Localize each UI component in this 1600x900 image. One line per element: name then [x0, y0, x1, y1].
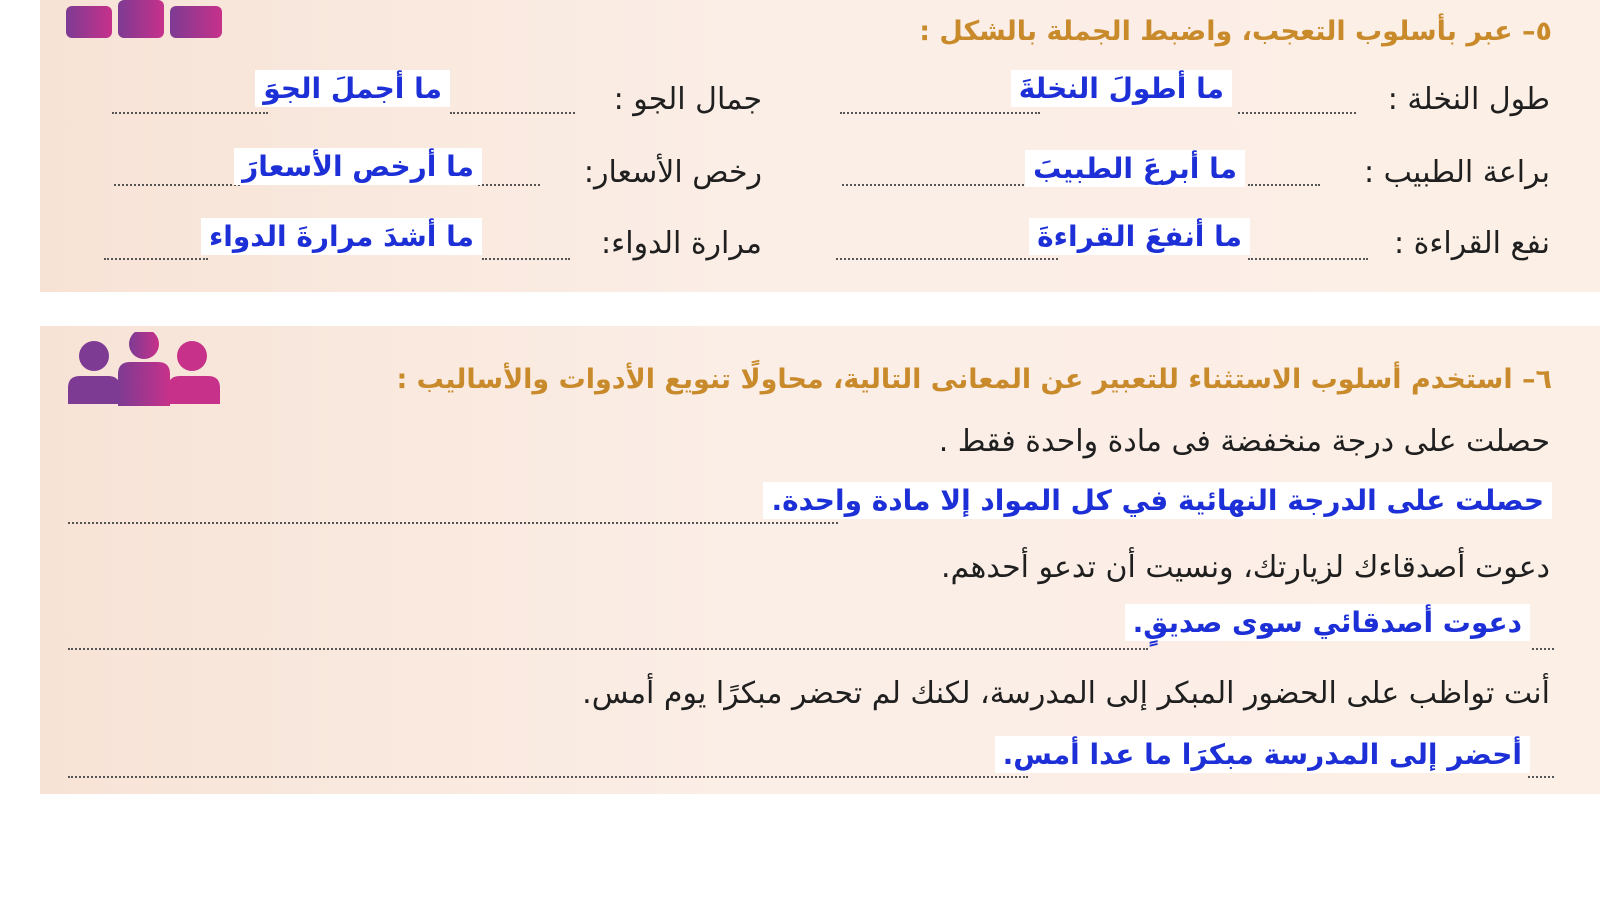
prompt-reading-benefit: نفع القراءة :: [1393, 226, 1550, 261]
answer-line: [112, 112, 268, 114]
answer-line: [68, 776, 1028, 778]
answer-line: [68, 648, 1148, 650]
answer-line: [1532, 648, 1554, 650]
answer-line: [478, 184, 540, 186]
prompt-early-attendance: أنت تواظب على الحضور المبكر إلى المدرسة، لكنك لم تحضر مبكرًا يوم أمس.: [582, 676, 1550, 711]
prompt-weather-beauty: جمال الجو :: [613, 82, 762, 117]
answer-early-attendance: أحضر إلى المدرسة مبكرَا ما عدا أمس.: [995, 736, 1530, 773]
answer-low-grade: حصلت على الدرجة النهائية في كل المواد إلا مادة واحدة.: [763, 482, 1552, 519]
prompt-forgot-friend: دعوت أصدقاءك لزيارتك، ونسيت أن تدعو أحدهم.: [941, 550, 1550, 585]
prompt-palm-height: طول النخلة :: [1387, 82, 1550, 117]
answer-weather-beauty: ما أجملَ الجوَ: [255, 70, 450, 107]
exercise-5-heading: ٥– عبر بأسلوب التعجب، واضبط الجملة بالشكل :: [919, 16, 1552, 47]
answer-medicine-bitterness: ما أشدَ مرارةَ الدواء: [201, 218, 482, 255]
prompt-doctor-skill: براعة الطبيب :: [1363, 155, 1550, 190]
answer-line: [450, 112, 575, 114]
answer-line: [1528, 776, 1554, 778]
answer-line: [104, 258, 208, 260]
prompt-medicine-bitterness: مرارة الدواء:: [601, 226, 762, 261]
answer-line: [114, 184, 240, 186]
answer-reading-benefit: ما أنفعَ القراءةَ: [1029, 218, 1250, 255]
answer-line: [68, 522, 838, 524]
people-icon: [66, 0, 226, 40]
answer-line: [1248, 258, 1368, 260]
answer-doctor-skill: ما أبرعَ الطبيبَ: [1025, 150, 1245, 187]
answer-line: [842, 184, 1040, 186]
prompt-low-grade: حصلت على درجة منخفضة فى مادة واحدة فقط .: [938, 424, 1550, 459]
answer-line: [1238, 112, 1356, 114]
answer-line: [840, 112, 1040, 114]
exercise-6-heading: ٦– استخدم أسلوب الاستثناء للتعبير عن المعانى التالية، محاولًا تنويع الأدوات والأساليب :: [396, 364, 1552, 395]
answer-line: [482, 258, 570, 260]
answer-line: [1248, 184, 1320, 186]
people-icon: [66, 332, 226, 412]
prompt-cheap-prices: رخص الأسعار:: [583, 155, 762, 190]
answer-forgot-friend: دعوت أصدقائي سوى صديقٍ.: [1125, 604, 1530, 641]
answer-line: [836, 258, 1058, 260]
answer-palm-height: ما أطولَ النخلةَ: [1011, 70, 1232, 107]
answer-cheap-prices: ما أرخص الأسعارَ: [234, 148, 482, 185]
